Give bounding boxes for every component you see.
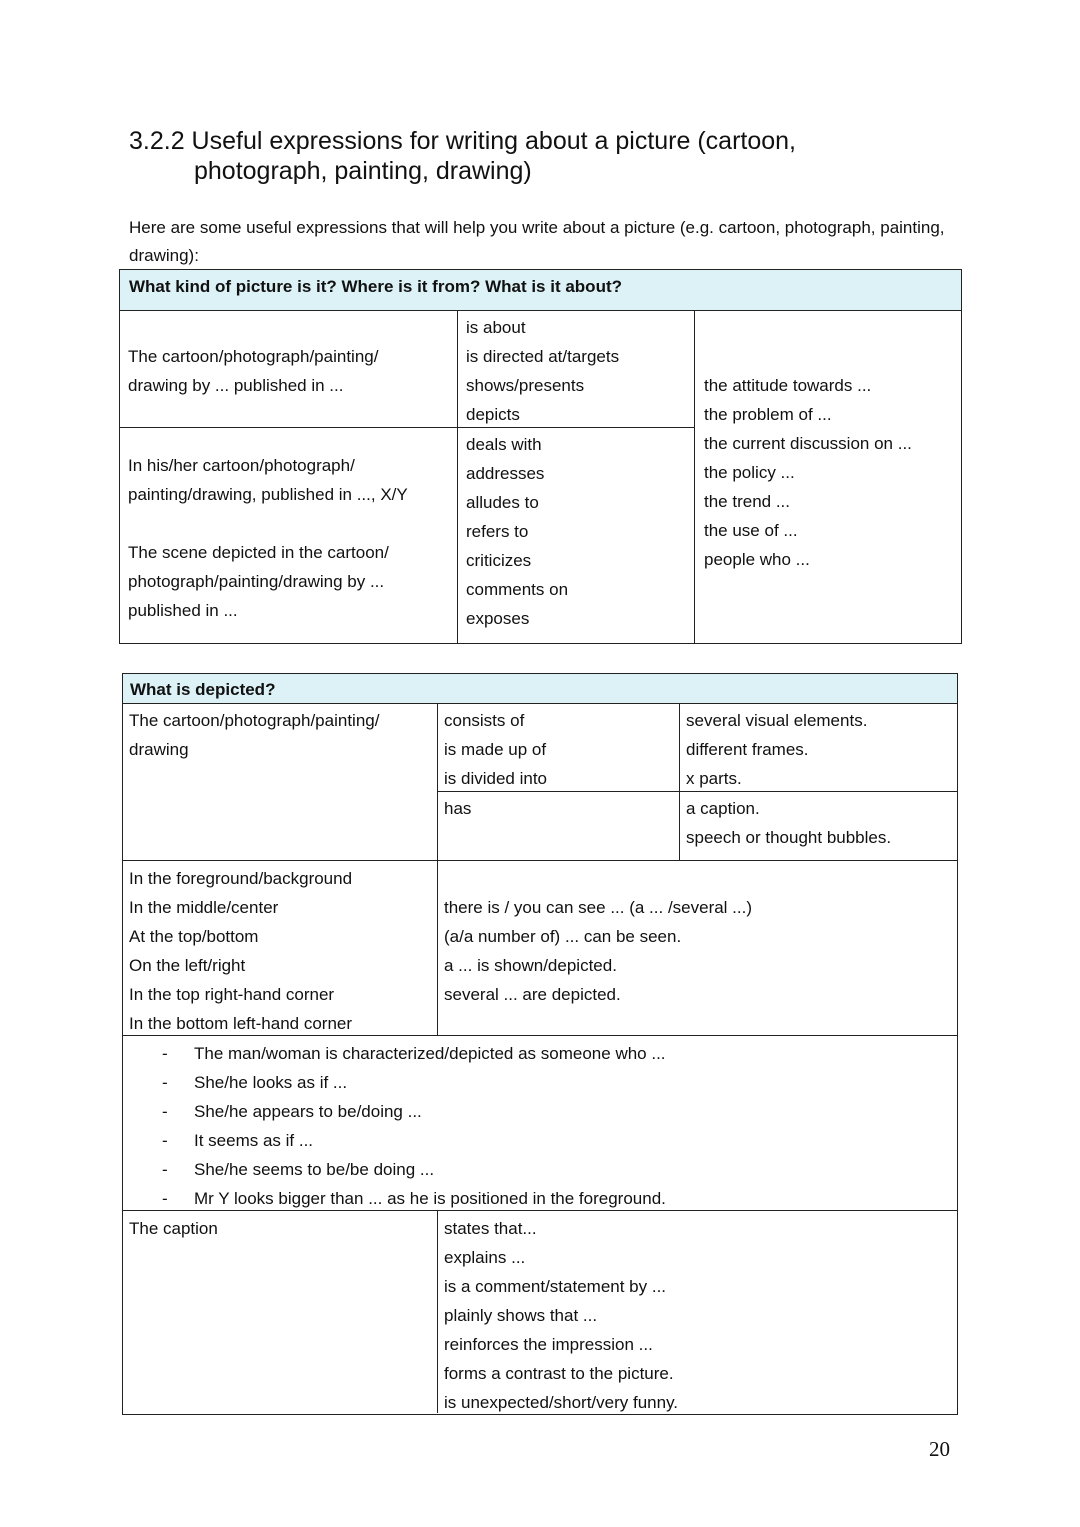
table2-caption-label: The caption — [129, 1219, 218, 1238]
table2-divider-b — [679, 703, 680, 860]
table1-col1-mid: In his/her cartoon/photograph/ painting/drawing, published in ..., X/Y — [128, 456, 408, 504]
table2-row1-end — [122, 860, 957, 861]
list-item: - Mr Y looks bigger than ... as he is positioned in the foreground. — [122, 1184, 666, 1213]
table2-row1-verbs-a: consists of is made up of is divided into — [444, 711, 548, 788]
section-heading-line1: 3.2.2 Useful expressions for writing about a picture (cartoon, — [129, 127, 797, 155]
section-heading-line2: photograph, painting, drawing) — [194, 157, 532, 185]
table2-row1-subject: The cartoon/photograph/painting/ drawing — [129, 711, 380, 759]
table1-header: What kind of picture is it? Where is it from? What is it about? — [119, 269, 962, 311]
intro-paragraph: Here are some useful expressions that will help you write about a picture (e.g. cartoon, photograph, painting, drawing): — [129, 218, 945, 265]
section-heading — [129, 126, 949, 186]
table1-col1-bot: The scene depicted in the cartoon/ photograph/painting/drawing by ... published in ... — [128, 543, 389, 620]
list-item: - She/he looks as if ... — [122, 1068, 666, 1097]
table1-col2-bot: deals with addresses alludes to refers to criticizes comments on exposes — [466, 435, 569, 628]
list-item: - It seems as if ... — [122, 1126, 666, 1155]
table2-row1-objects-b: a caption. speech or thought bubbles. — [686, 799, 892, 847]
table1-col3: the attitude towards ... the problem of ... the current discussion on ... the policy ... the trend ... the use of ... people who ... — [704, 376, 912, 569]
table2-row1-objects-a: several visual elements. different frames. x parts. — [686, 711, 868, 788]
table2-divider-c — [437, 1210, 438, 1413]
table2-divider-a — [437, 703, 438, 1035]
table2-caption-phrases: states that... explains ... is a comment/statement by ... plainly shows that ... reinforces the impression ... forms a contrast to the picture. is unexpected/short/very funny. — [444, 1219, 679, 1412]
table2-header: What is depicted? — [122, 673, 958, 704]
table2-row2-positions: In the foreground/background In the middle/center At the top/bottom On the left/right In the top right-hand corner In the bottom left-hand corner — [129, 869, 353, 1033]
list-item: - She/he appears to be/doing ... — [122, 1097, 666, 1126]
table2-row1-verbs-b: has — [444, 799, 472, 818]
table2-bullet-list — [122, 1039, 666, 1213]
list-item: - The man/woman is characterized/depicted as someone who ... — [122, 1039, 666, 1068]
list-item: - She/he seems to be/be doing ... — [122, 1155, 666, 1184]
table2-row2-phrases: there is / you can see ... (a ... /several ...) (a/a number of) ... can be seen. a ... is shown/depicted. several ... are depicted. — [444, 898, 753, 1004]
page-number: 20 — [929, 1437, 950, 1461]
table1-col1-top: The cartoon/photograph/painting/ drawing by ... published in ... — [128, 347, 379, 395]
table1-col2-top: is about is directed at/targets shows/presents depicts — [466, 318, 620, 424]
